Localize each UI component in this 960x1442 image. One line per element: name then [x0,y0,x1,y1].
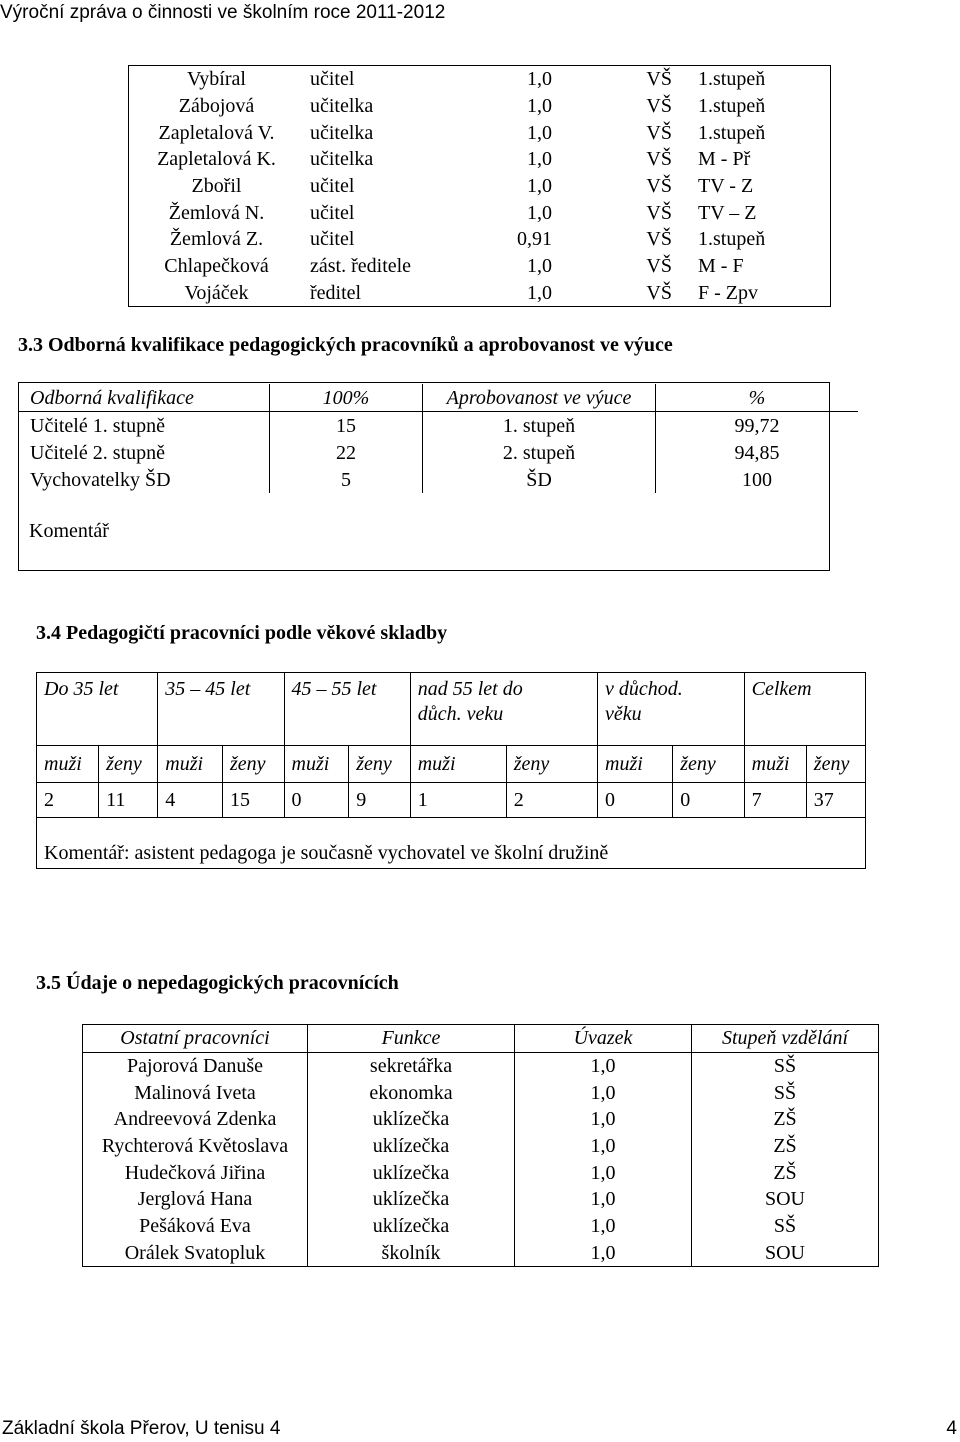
count-cell: 11 [99,783,158,818]
count-cell: 0 [284,783,349,818]
age-comment-row [37,818,866,869]
table-cell: TV – Z [698,201,757,224]
section-3-4-title: 3.4 Pedagogičtí pracovníci podle věkové skladby [36,622,448,644]
gender-header-cell: muži [37,746,99,783]
table-cell: F - Zpv [698,281,758,304]
age-group-cell: 45 – 55 let [284,673,410,746]
table-cell: SŠ [773,1055,797,1078]
table-cell: Učitelé 1. stupně [18,412,270,440]
header-cell: % [656,384,859,412]
non-teaching-header-row [83,1025,879,1053]
table-row [18,439,858,466]
table-cell: 1,0 [527,148,552,171]
table-cell: Žemlová Z. [169,228,264,251]
table-cell: M - Př [698,148,751,171]
table-cell: 1,0 [515,1133,692,1160]
table-cell: Vojáček [184,281,249,304]
table-cell: 5 [270,466,423,493]
table-cell: 100 [742,468,772,491]
table-cell: SOU [764,1241,805,1264]
table-cell: Zapletalová K. [157,148,276,171]
footer-school: Základní škola Přerov, U tenisu 4 [2,1418,281,1439]
header-cell: Aprobovanost ve výuce [423,384,656,412]
table-row [83,1240,879,1267]
table-cell: 2. stupeň [423,439,656,466]
table-row [129,253,831,280]
table-cell: 1,0 [515,1052,692,1079]
table-row [129,199,831,226]
header-cell: 100% [270,384,423,412]
page-header-title: Výroční zpráva o činnosti ve školním roce 2011-2012 [0,2,446,23]
table-cell: 22 [270,439,423,466]
table-row [129,280,831,307]
table-cell: 1,0 [515,1159,692,1186]
gender-header-cell: muži [598,746,673,783]
table-cell: SŠ [773,1081,797,1104]
table-cell: Rychterová Květoslava [83,1133,308,1160]
table-cell: VŠ [646,281,672,304]
gender-header-cell: muži [284,746,349,783]
table-cell: 1,0 [515,1079,692,1106]
gender-header-cell: ženy [506,746,597,783]
table-cell: uklízečka [308,1133,515,1160]
table-cell: VŠ [646,68,672,91]
table-cell: 1.stupeň [698,68,766,91]
table-cell: 1,0 [527,95,552,118]
table-cell: uklízečka [308,1213,515,1240]
gender-header-row [37,746,866,783]
non-teaching-staff-table [82,1024,879,1267]
table-cell: 1,0 [515,1186,692,1213]
table-cell: učitelka [310,121,374,144]
table-row [83,1133,879,1160]
age-group-header-row [37,673,866,746]
qualification-header-row [18,384,858,412]
table-cell: VŠ [646,95,672,118]
count-row [37,783,866,818]
gender-header-cell: ženy [99,746,158,783]
table-cell: 1,0 [527,281,552,304]
age-group-label: v důchod. věku [605,678,683,725]
table-row [129,173,831,200]
gender-header-cell: ženy [222,746,284,783]
table-cell: Pešáková Eva [83,1213,308,1240]
gender-header-cell: muži [410,746,506,783]
count-cell: 2 [506,783,597,818]
table-cell: ZŠ [773,1135,797,1158]
table-row [83,1159,879,1186]
section-3-5-title: 3.5 Údaje o nepedagogických pracovnících [36,972,399,994]
table-row [129,226,831,253]
table-cell: VŠ [646,175,672,198]
table-cell: 15 [270,412,423,440]
table-cell: Chlapečková [164,255,269,278]
table-cell: učitel [310,68,355,91]
table-cell: 1,0 [527,175,552,198]
gender-header-cell: muži [744,746,806,783]
table-cell: 94,85 [734,441,780,464]
table-cell: Žemlová N. [168,201,265,224]
section-3-3-title: 3.3 Odborná kvalifikace pedagogických pracovníků a aprobovanost ve výuce [18,334,673,356]
table-cell: 99,72 [734,414,780,437]
table-cell: ŠD [423,466,656,493]
age-group-cell: Do 35 let [37,673,158,746]
table-row [83,1106,879,1133]
table-cell: 1,0 [515,1240,692,1267]
table-cell: VŠ [646,121,672,144]
table-cell: Malinová Iveta [83,1079,308,1106]
table-cell: SOU [764,1188,805,1211]
age-comment: Komentář: asistent pedagoga je současně vychovatel ve školní družině [37,818,866,869]
table-cell: 1,0 [527,255,552,278]
table-cell: Vychovatelky ŠD [18,466,270,493]
count-cell: 37 [806,783,865,818]
table-cell: učitelka [310,148,374,171]
header-cell: Stupeň vzdělání [692,1025,879,1053]
table-cell: VŠ [646,228,672,251]
header-cell: Ostatní pracovníci [83,1025,308,1053]
header-cell: Odborná kvalifikace [18,384,270,412]
gender-header-cell: ženy [806,746,865,783]
table-cell: Zábojová [178,95,255,118]
table-row [129,93,831,120]
count-cell: 0 [673,783,744,818]
table-cell: Vybíral [187,68,246,91]
table-cell: Andreevová Zdenka [83,1106,308,1133]
table-cell: 1,0 [515,1106,692,1133]
age-group-cell: 35 – 45 let [158,673,284,746]
table-cell: Jerglová Hana [83,1186,308,1213]
table-cell: 1,0 [527,68,552,91]
table-cell: Orálek Svatopluk [83,1240,308,1267]
table-cell: učitelka [310,95,374,118]
table-cell: učitel [310,201,355,224]
table-row [18,466,858,493]
table-cell: M - F [698,255,744,278]
table-cell: Pajorová Danuše [83,1052,308,1079]
qualification-comment-label: Komentář [29,520,109,542]
count-cell: 0 [598,783,673,818]
count-cell: 9 [349,783,411,818]
count-cell: 4 [158,783,223,818]
table-row [129,119,831,146]
table-cell: zást. ředitele [310,255,412,278]
table-cell: 1.stupeň [698,228,766,251]
footer-page-number: 4 [946,1418,957,1439]
header-cell: Funkce [308,1025,515,1053]
gender-header-cell: ženy [349,746,411,783]
table-cell: 1,0 [527,121,552,144]
table-row [129,146,831,173]
table-cell: ZŠ [773,1161,797,1184]
table-cell: sekretářka [308,1052,515,1079]
gender-header-cell: muži [158,746,223,783]
table-cell: Učitelé 2. stupně [18,439,270,466]
table-cell: Zapletalová V. [158,121,275,144]
table-cell: školník [308,1240,515,1267]
header-cell: Úvazek [515,1025,692,1053]
table-cell: ZŠ [773,1108,797,1131]
table-row [83,1213,879,1240]
table-cell: Zbořil [191,175,242,198]
count-cell: 2 [37,783,99,818]
age-structure-table [36,672,866,869]
table-cell: ředitel [310,281,362,304]
table-cell: učitel [310,175,355,198]
table-cell: uklízečka [308,1186,515,1213]
age-group-cell [410,673,597,746]
table-row [83,1052,879,1079]
table-cell: 1.stupeň [698,121,766,144]
table-cell: 1,0 [515,1213,692,1240]
table-cell: Hudečková Jiřina [83,1159,308,1186]
table-cell: VŠ [646,201,672,224]
table-row [18,412,858,440]
count-cell: 1 [410,783,506,818]
table-row [83,1186,879,1213]
table-cell: učitel [310,228,355,251]
table-cell: VŠ [646,255,672,278]
table-cell: uklízečka [308,1159,515,1186]
table-cell: SŠ [773,1215,797,1238]
age-group-cell [598,673,745,746]
table-cell: uklízečka [308,1106,515,1133]
table-cell: VŠ [646,148,672,171]
table-cell: 0,91 [517,228,552,251]
table-cell: 1. stupeň [423,412,656,440]
table-cell: 1.stupeň [698,95,766,118]
count-cell: 15 [222,783,284,818]
count-cell: 7 [744,783,806,818]
qualification-table [18,384,858,493]
table-row [129,66,831,93]
staff-table [128,65,831,307]
age-group-cell: Celkem [744,673,865,746]
table-cell: ekonomka [308,1079,515,1106]
table-cell: TV - Z [698,175,754,198]
table-row [83,1079,879,1106]
gender-header-cell: ženy [673,746,744,783]
age-group-label: nad 55 let do důch. veku [417,678,523,725]
table-cell: 1,0 [527,201,552,224]
